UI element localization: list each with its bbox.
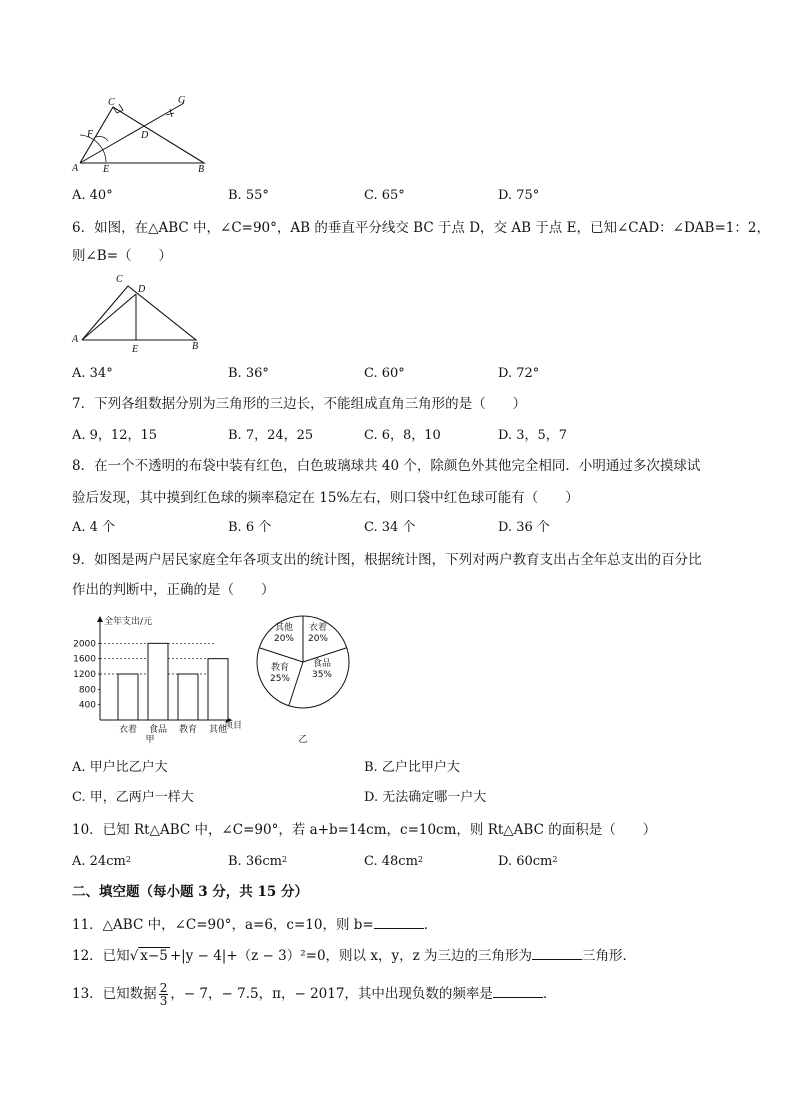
q6-option-b: B. 36° xyxy=(228,366,269,381)
pie-slice-label: 食品 xyxy=(312,659,332,669)
label-B: B xyxy=(198,164,205,175)
y-axis-label: 全年支出/元 xyxy=(104,617,153,627)
label-C: C xyxy=(116,274,123,285)
label-G: G xyxy=(178,95,186,106)
q5-option-b: B. 55° xyxy=(228,188,269,203)
label-F: F xyxy=(87,129,94,140)
x-tick-label: 食品 xyxy=(148,725,168,735)
pie-slice-percent: 35% xyxy=(311,670,333,680)
label-B: B xyxy=(192,341,199,352)
x-tick-label: 衣着 xyxy=(118,725,138,735)
q11-text: 11．△ABC 中，∠C=90°，a=6，c=10，则 b= ． xyxy=(72,914,437,935)
label-D: D xyxy=(138,284,146,295)
fraction: $\frac{2}{3}$ xyxy=(159,981,168,1008)
pie-slice-percent: 20% xyxy=(307,634,329,644)
q9-text-line2: 作出的判断中，正确的是（ ） xyxy=(72,582,275,598)
q5-option-d: D. 75° xyxy=(498,188,540,203)
q10-option-a: A. $24cm^2$ xyxy=(72,854,131,869)
q7-option-c: C. 6，8，10 xyxy=(364,428,441,443)
x-tick-label: 其他 xyxy=(208,725,228,735)
label-D: D xyxy=(141,130,149,141)
q10-option-d: D. $60cm^2$ xyxy=(498,854,558,869)
q10-option-b: B. $36cm^2$ xyxy=(228,854,288,869)
q7-text: 7．下列各组数据分别为三角形的三边长，不能组成直角三角形的是（ ） xyxy=(72,396,527,412)
q13-answer-blank[interactable] xyxy=(493,983,543,998)
y-tick-label: 400 xyxy=(78,700,96,711)
q9-option-b: B. 乙户比甲户大 xyxy=(364,760,460,775)
q7-option-d: D. 3，5，7 xyxy=(498,428,568,443)
q12-text: 12．已知√ x−5 +|y − 4|+（z − 3）²=0，则以 x，y，z 为三边的三角形为 三角形． xyxy=(72,945,636,966)
bar xyxy=(148,643,168,720)
chart-title: 乙 xyxy=(298,735,308,745)
q9-option-a: A. 甲户比乙户大 xyxy=(72,760,168,775)
bar xyxy=(178,674,198,720)
q6-option-d: D. 72° xyxy=(498,366,540,381)
q6-text-line2: 则∠B=（ ） xyxy=(72,248,173,264)
pie-slice-label: 其他 xyxy=(274,623,294,633)
q12-answer-blank[interactable] xyxy=(532,945,582,960)
figure-q5-triangle xyxy=(68,95,218,177)
q6-text-line1: 6．如图，在△ABC 中，∠C=90°，AB 的垂直平分线交 BC 于点 D，交 AB 于点 E，已知∠CAD：∠DAB=1：2， xyxy=(72,220,770,236)
pie-slice-label: 教育 xyxy=(270,663,290,673)
q6-option-c: C. 60° xyxy=(364,366,405,381)
q7-option-a: A. 9，12，15 xyxy=(72,428,158,443)
pie-slice-percent: 25% xyxy=(269,674,291,684)
x-tick-label: 教育 xyxy=(178,725,198,735)
figure-q6-triangle xyxy=(68,270,210,354)
q8-option-b: B. 6 个 xyxy=(228,520,272,535)
label-E: E xyxy=(103,164,110,175)
y-tick-label: 800 xyxy=(78,685,96,696)
label-A: A xyxy=(72,163,79,174)
bar-chart-jia xyxy=(68,612,253,747)
q9-option-d: D. 无法确定哪一户大 xyxy=(364,790,487,805)
label-A: A xyxy=(72,334,79,345)
bar xyxy=(208,659,228,720)
pie-slice-percent: 20% xyxy=(273,634,295,644)
section-heading-fill-in: 二、填空题（每小题 3 分，共 15 分） xyxy=(72,884,308,900)
y-tick-label: 2000 xyxy=(73,639,96,650)
y-tick-label: 1200 xyxy=(73,670,96,680)
bar xyxy=(118,674,138,720)
label-E: E xyxy=(132,344,139,354)
q8-option-a: A. 4 个 xyxy=(72,520,116,535)
q9-option-c: C. 甲，乙两户一样大 xyxy=(72,790,194,805)
q6-option-a: A. 34° xyxy=(72,366,113,381)
q8-text-line2: 验后发现，其中摸到红色球的频率稳定在 15%左右，则口袋中红色球可能有（ ） xyxy=(72,490,579,506)
pie-slice-label: 衣着 xyxy=(308,623,328,633)
q13-text: 13．已知数据 $\frac{2}{3}$ ，− 7，− 7.5，π，− 2017，其中出现负数的频率是 ． xyxy=(72,981,557,1008)
pie-chart-yi xyxy=(250,608,360,748)
q8-text-line1: 8．在一个不透明的布袋中装有红色，白色玻璃球共 40 个，除颜色外其他完全相同．小明通过多次摸球试 xyxy=(72,458,701,474)
q8-option-d: D. 36 个 xyxy=(498,520,550,535)
chart-title: 甲 xyxy=(145,735,155,745)
x-axis-label: 项目 xyxy=(224,721,243,731)
q11-answer-blank[interactable] xyxy=(374,914,424,929)
q10-text: 10．已知 Rt△ABC 中，∠C=90°，若 a+b=14cm，c=10cm，则 Rt△ABC 的面积是（ ） xyxy=(72,822,657,838)
label-C: C xyxy=(108,97,115,108)
q8-option-c: C. 34 个 xyxy=(364,520,416,535)
y-tick-label: 1600 xyxy=(73,654,96,665)
q7-option-b: B. 7，24，25 xyxy=(228,428,314,443)
q5-option-a: A. 40° xyxy=(72,188,113,203)
q9-text-line1: 9．如图是两户居民家庭全年各项支出的统计图，根据统计图，下列对两户教育支出占全年总支出的百分比 xyxy=(72,552,702,568)
q5-option-c: C. 65° xyxy=(364,188,405,203)
y-axis-arrow xyxy=(97,616,103,622)
q10-option-c: C. $48cm^2$ xyxy=(364,854,423,869)
